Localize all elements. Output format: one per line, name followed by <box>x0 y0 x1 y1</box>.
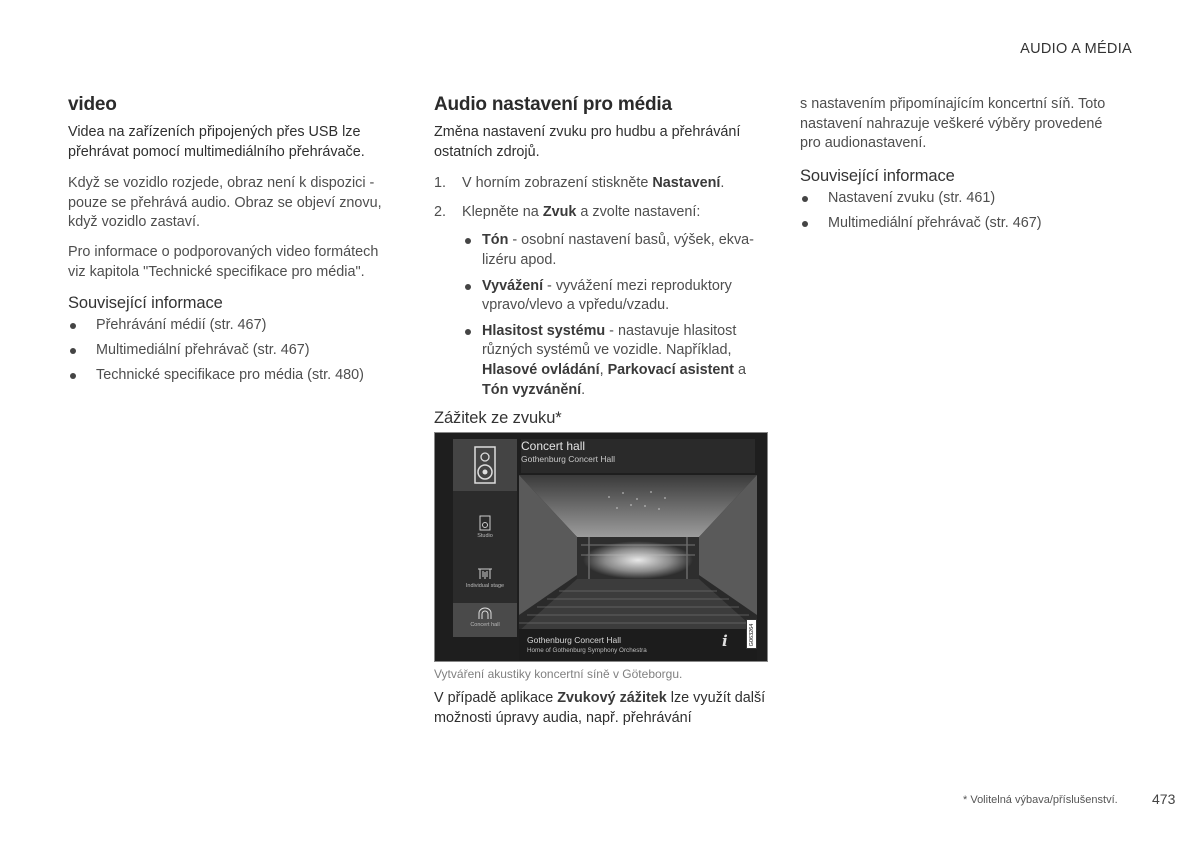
related-link[interactable]: Multimediální přehrávač (str. 467) <box>68 341 386 361</box>
screen-footer-title: Gothenburg Concert Hall <box>527 635 622 646</box>
running-header: AUDIO A MÉDIA <box>1020 41 1132 57</box>
paragraph-text: lze využít další možnosti úpravy audia, např. přehrávání <box>434 690 766 726</box>
studio-speaker-icon <box>478 515 492 531</box>
option-item <box>462 322 768 400</box>
option-item <box>462 277 768 316</box>
related-link[interactable]: Multimediální přehrávač (str. 467) <box>800 214 1120 234</box>
related-info-list <box>68 316 386 386</box>
concert-hall-photo <box>519 475 757 631</box>
option-text: - vyvážení mezi reproduktory vpravo/vlevo a vpředu/vzadu. <box>482 277 732 314</box>
option-text: - nastavuje hlasitost různých systémů ve vozidle. Například, <box>482 322 737 359</box>
info-icon[interactable]: i <box>722 632 728 651</box>
menu-term: Zvukový zážitek <box>557 690 667 707</box>
paragraph <box>434 689 768 728</box>
menu-term: Tón vyzvánění <box>482 381 582 398</box>
sidebar-item-label: Concert hall <box>470 622 500 629</box>
step-text: . <box>720 175 725 192</box>
section-heading-video: video <box>68 94 117 115</box>
steps-list <box>434 174 768 400</box>
sidebar-item-label: Studio <box>477 533 493 540</box>
step-item <box>434 203 768 400</box>
sound-experience-heading: Zážitek ze zvuku* <box>434 409 562 428</box>
step-text: Klepněte na <box>462 203 543 220</box>
step-text: a zvolte nastavení: <box>576 203 701 220</box>
figure-caption: Vytváření akustiky koncertní síně v Göteborgu. <box>434 667 683 682</box>
image-code: G063264 <box>749 623 755 647</box>
settings-options-list <box>462 231 768 400</box>
menu-term: Hlasové ovládání <box>482 361 600 378</box>
speaker-icon <box>453 439 517 491</box>
sidebar-item-studio[interactable] <box>453 511 517 551</box>
screen-subtitle: Gothenburg Concert Hall <box>521 454 616 465</box>
paragraph: Když se vozidlo rozjede, obraz není k dispozici - pouze se přehrává audio. Obraz se objeví znovu, když vozidlo zastaví. <box>68 175 382 231</box>
menu-term: Vyvážení <box>482 277 544 294</box>
related-link[interactable]: Nastavení zvuku (str. 461) <box>800 189 1120 209</box>
screen-footer-subtitle: Home of Gothenburg Symphony Orchestra <box>527 647 647 655</box>
step-number: 2. <box>434 203 447 220</box>
section-heading-audio: Audio nastavení pro média <box>434 94 672 115</box>
column-audio-settings <box>434 94 768 728</box>
screen-title: Concert hall <box>521 439 586 454</box>
option-item <box>462 231 768 270</box>
column-continued <box>800 94 1120 239</box>
stage-icon <box>477 567 493 581</box>
option-text: a <box>733 361 746 378</box>
paragraph: Pro informace o podporovaných video formátech viz kapitola "Technické specifikace pro média". <box>68 243 379 280</box>
menu-term: Zvuk <box>542 203 577 220</box>
option-text: - osobní nastavení basů, výšek, ekva-lizéru apod. <box>482 232 754 268</box>
intro-paragraph: Změna nastavení zvuku pro hudbu a přehrávání ostatních zdrojů. <box>434 124 741 160</box>
continued-paragraph: s nastavením připomínajícím koncertní síň. Toto nastavení nahrazuje veškeré výběry provedené pro audionastavení. <box>800 96 1106 152</box>
page-number: 473 <box>1152 791 1176 807</box>
image-code-label <box>746 619 757 649</box>
intro-paragraph: Videa na zařízeních připojených přes USB lze přehrávat pomocí multimediálního přehrávače. <box>68 124 365 160</box>
related-info-heading: Související informace <box>800 166 955 185</box>
step-text: V horním zobrazení stiskněte <box>462 175 653 192</box>
sound-experience-screen-image <box>434 432 768 662</box>
column-video <box>68 94 386 391</box>
sidebar-item-concert-hall[interactable] <box>453 603 517 637</box>
step-number: 1. <box>434 175 447 192</box>
menu-term: Hlasitost systému <box>482 322 606 339</box>
screen-sidebar-header <box>453 439 517 491</box>
related-info-list <box>800 189 1120 234</box>
step-item <box>434 174 768 194</box>
sidebar-item-individual-stage[interactable] <box>453 563 517 603</box>
sidebar-item-label: Individual stage <box>465 583 505 590</box>
footer-note: * Volitelná výbava/příslušenství. <box>963 794 1118 806</box>
menu-term: Nastavení <box>652 175 721 192</box>
option-text: . <box>581 381 586 398</box>
paragraph-text: V případě aplikace <box>434 690 558 707</box>
related-link[interactable]: Technické specifikace pro média (str. 480) <box>68 366 386 386</box>
screen-sidebar <box>453 439 517 635</box>
menu-term: Parkovací asistent <box>607 361 734 378</box>
related-info-heading: Související informace <box>68 294 223 313</box>
related-link[interactable]: Přehrávání médií (str. 467) <box>68 316 386 336</box>
option-text: , <box>599 361 608 378</box>
menu-term: Tón <box>482 232 509 249</box>
concert-hall-icon <box>477 607 493 620</box>
